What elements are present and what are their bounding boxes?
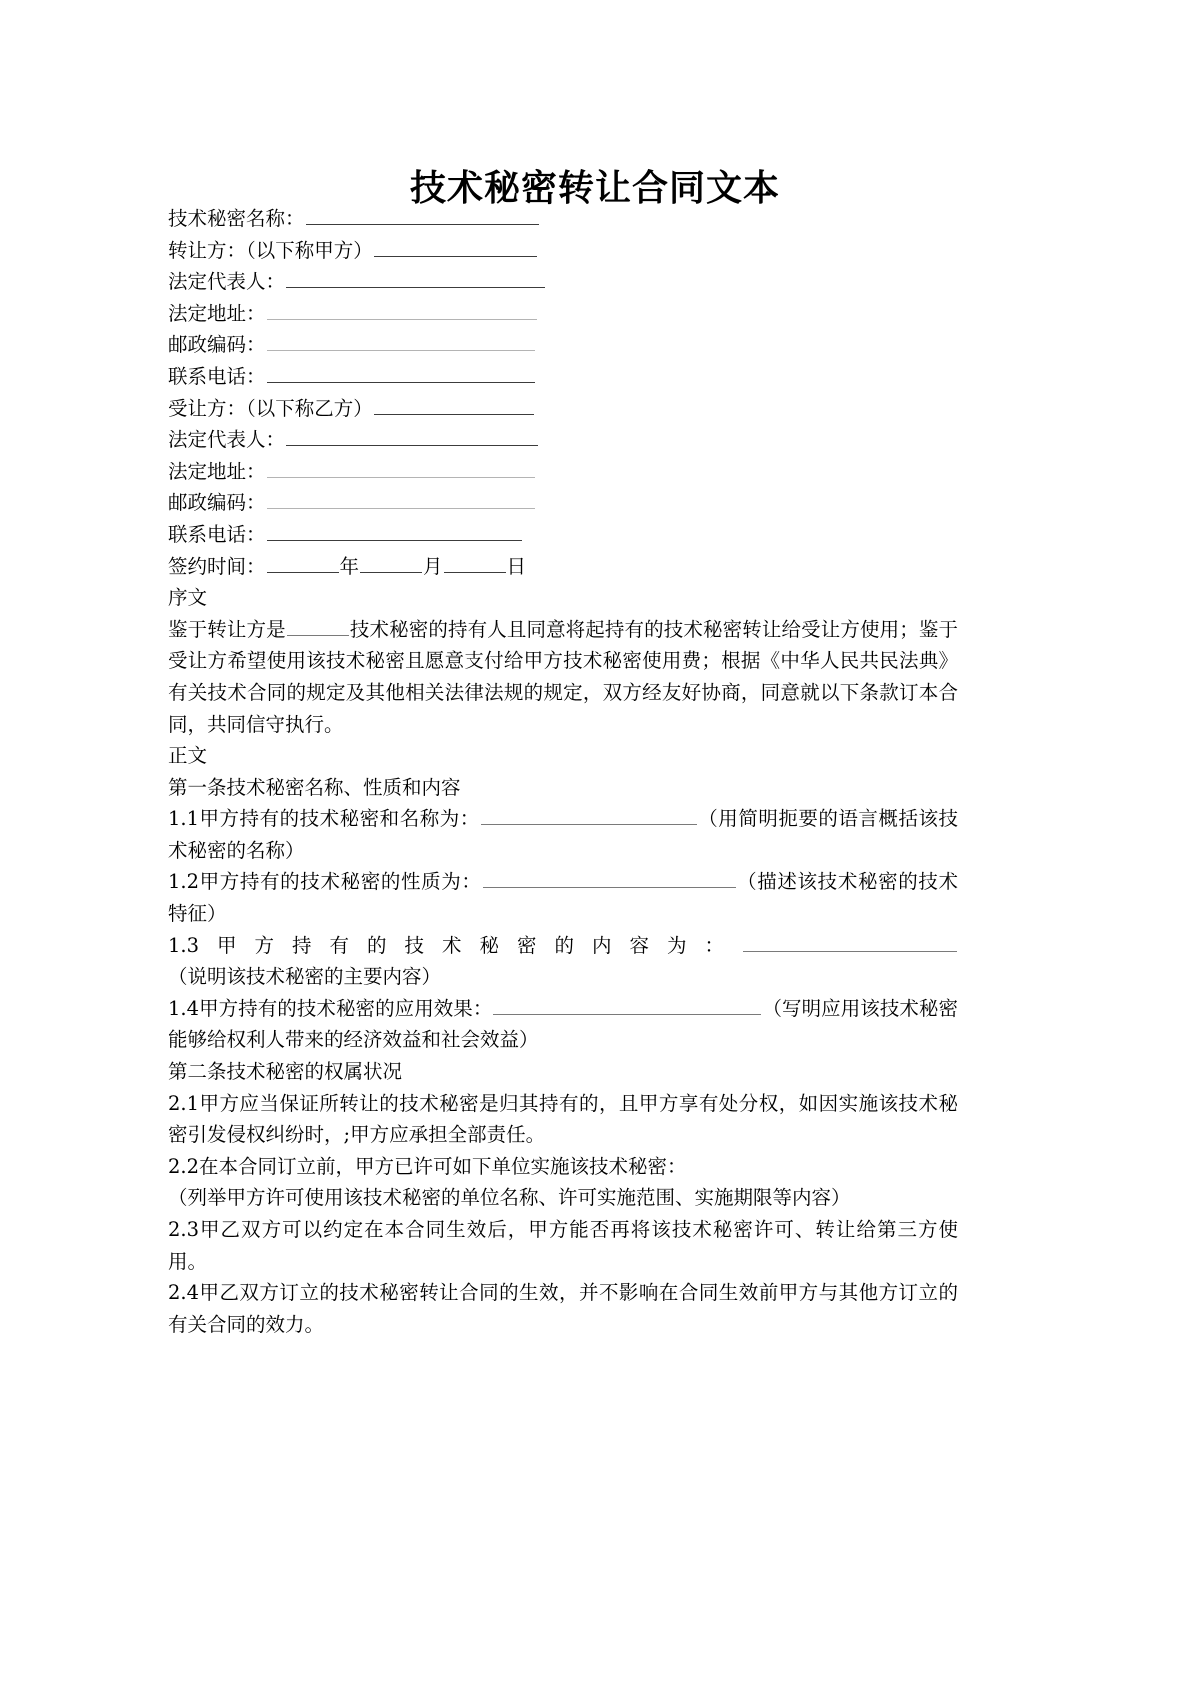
- preamble-text-after: 技术秘密的持有人且同意将起持有的技术秘密转让给受让方使用；鉴于受让方希望使用该技术秘密且愿意支付给甲方技术秘密使用费；根据《中华人民共民法典》有关技术合同的规定及其他相关法律法规的规定，双方经友好协商，同意就以下条款订本合同，共同信守执行。: [168, 617, 958, 736]
- field-row-postcode-b: [168, 487, 958, 519]
- month-unit: 月: [423, 554, 443, 578]
- field-label: 联系电话：: [168, 522, 266, 546]
- field-row-postcode-a: [168, 329, 958, 361]
- clause-prefix: 1.4甲方持有的技术秘密的应用效果：: [168, 996, 493, 1020]
- field-label: 邮政编码：: [168, 491, 266, 515]
- field-blank-address-b[interactable]: [267, 460, 535, 478]
- clause-prefix: 1.2甲方持有的技术秘密的性质为：: [168, 870, 482, 894]
- field-blank-legal-rep-a[interactable]: [286, 270, 545, 288]
- field-row-legal-rep-a: [168, 266, 958, 298]
- field-blank-transferor[interactable]: [374, 239, 537, 257]
- field-blank-preamble[interactable]: [287, 618, 349, 636]
- clause-suffix: （描述该技术秘密的技术特征）: [168, 870, 958, 926]
- clause-suffix: （说明该技术秘密的主要内容）: [168, 965, 442, 989]
- clause-1-2: [168, 866, 958, 929]
- field-blank-clause-1-1[interactable]: [481, 807, 697, 825]
- preamble-heading: 序文: [168, 586, 208, 610]
- clause-suffix: （写明应用该技术秘密能够给权利人带来的经济效益和社会效益）: [168, 996, 958, 1052]
- field-blank-month[interactable]: [360, 555, 422, 573]
- clause-1-3: [168, 930, 958, 993]
- field-blank-phone-b[interactable]: [267, 523, 522, 541]
- field-label: 邮政编码：: [168, 333, 266, 357]
- day-unit: 日: [506, 554, 527, 578]
- document-title: 技术秘密转让合同文本: [409, 167, 780, 210]
- field-blank-secret-name[interactable]: [306, 207, 539, 225]
- clause-2-2: 2.2在本合同订立前，甲方已许可如下单位实施该技术秘密：: [168, 1154, 687, 1178]
- field-label: 受让方：（以下称乙方）: [168, 396, 373, 420]
- field-row-transferor: [168, 235, 958, 267]
- clause-2-1: 2.1甲方应当保证所转让的技术秘密是归其持有的，且甲方享有处分权，如因实施该技术秘密引发侵权纠纷时，;甲方应承担全部责任。: [168, 1091, 958, 1147]
- field-blank-postcode-a[interactable]: [267, 333, 535, 351]
- field-label: 法定代表人：: [168, 270, 286, 294]
- field-blank-postcode-b[interactable]: [267, 491, 535, 509]
- year-unit: 年: [339, 554, 360, 578]
- field-row-signing-date: [168, 551, 958, 583]
- clause-suffix: （用简明扼要的语言概括该技术秘密的名称）: [168, 807, 958, 862]
- field-blank-clause-1-2[interactable]: [483, 870, 736, 888]
- main-body-heading: 正文: [168, 744, 208, 768]
- field-row-address-b: [168, 456, 958, 488]
- field-label: 法定地址：: [168, 301, 266, 325]
- document-body: [168, 203, 958, 1340]
- clause-prefix: 1.1甲方持有的技术秘密和名称为：: [168, 807, 480, 831]
- field-blank-legal-rep-b[interactable]: [286, 428, 538, 446]
- field-row-phone-b: [168, 519, 958, 551]
- clause-2-4: 2.4甲乙双方订立的技术秘密转让合同的生效，并不影响在合同生效前甲方与其他方订立的有关合同的效力。: [168, 1281, 958, 1336]
- field-blank-year[interactable]: [267, 555, 339, 573]
- field-blank-clause-1-3[interactable]: [743, 934, 957, 952]
- clause-1-1: [168, 803, 958, 866]
- field-label: 法定地址：: [168, 459, 266, 483]
- field-label: 联系电话：: [168, 364, 266, 388]
- article-two-heading: 第二条技术秘密的权属状况: [168, 1060, 403, 1084]
- field-blank-phone-a[interactable]: [267, 365, 535, 383]
- field-row-address-a: [168, 298, 958, 330]
- preamble-text-before: 鉴于转让方是: [168, 617, 286, 641]
- preamble-paragraph: [168, 614, 958, 740]
- clause-2-2-note: （列举甲方许可使用该技术秘密的单位名称、许可实施范围、实施期限等内容）: [168, 1186, 851, 1210]
- field-row-secret-name: [168, 203, 958, 235]
- field-row-phone-a: [168, 361, 958, 393]
- clause-1-4: [168, 993, 958, 1056]
- field-label: 转让方：（以下称甲方）: [168, 238, 373, 262]
- clause-prefix: 1.3甲方持有的技术秘密的内容为：: [168, 933, 742, 957]
- field-blank-address-a[interactable]: [267, 302, 537, 320]
- field-blank-transferee[interactable]: [374, 397, 534, 415]
- field-label: 技术秘密名称：: [168, 207, 305, 230]
- field-blank-day[interactable]: [444, 555, 506, 573]
- field-row-transferee: [168, 393, 958, 425]
- field-row-legal-rep-b: [168, 424, 958, 456]
- clause-2-3: 2.3甲乙双方可以约定在本合同生效后，甲方能否再将该技术秘密许可、转让给第三方使用。: [168, 1218, 958, 1273]
- signing-date-label: 签约时间：: [168, 554, 266, 578]
- field-blank-clause-1-4[interactable]: [493, 997, 761, 1015]
- article-one-heading: 第一条技术秘密名称、性质和内容: [168, 775, 461, 799]
- field-label: 法定代表人：: [168, 428, 286, 452]
